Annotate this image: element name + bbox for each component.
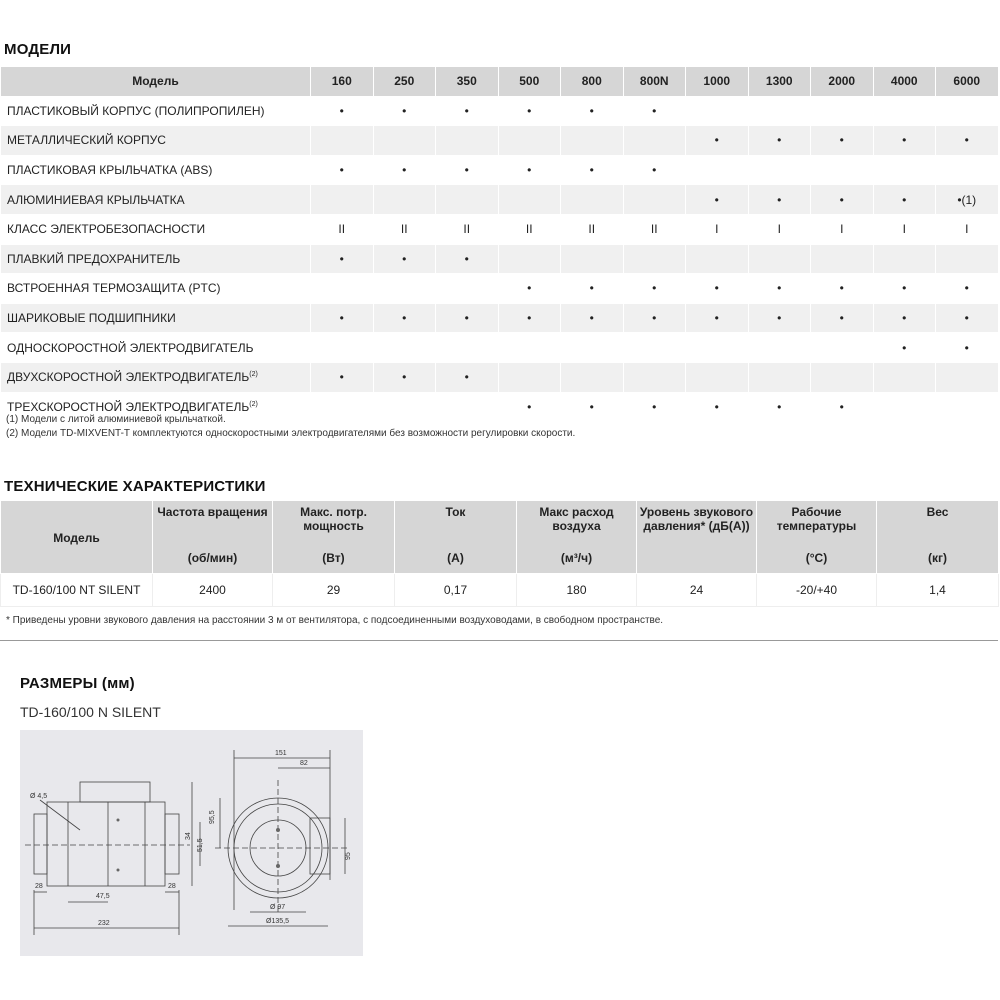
- specs-column-unit: (м³/ч): [560, 551, 593, 565]
- specs-column-header: [757, 501, 877, 574]
- feature-cell: •: [748, 274, 811, 304]
- dim-hole: Ø 4,5: [30, 793, 48, 800]
- feature-label: [1, 303, 311, 333]
- feature-cell: •: [436, 362, 499, 392]
- feature-cell: •: [936, 274, 999, 304]
- feature-label-text: ШАРИКОВЫЕ ПОДШИПНИКИ: [7, 311, 176, 326]
- feature-cell: •: [748, 303, 811, 333]
- dimensions-model: TD-160/100 N SILENT: [20, 704, 161, 720]
- model-column-160: 160: [311, 67, 374, 97]
- feature-label: [1, 155, 311, 185]
- specs-header-row: [1, 501, 999, 574]
- feature-cell: [873, 244, 936, 274]
- feature-label-text: ВСТРОЕННАЯ ТЕРМОЗАЩИТА (PTC): [7, 281, 221, 296]
- feature-row: [1, 303, 999, 333]
- feature-row: [1, 185, 999, 215]
- feature-label: [1, 96, 311, 126]
- dim-151: 151: [275, 750, 287, 757]
- feature-cell: •: [811, 274, 874, 304]
- feature-cell: II: [623, 214, 686, 244]
- feature-cell: [686, 362, 749, 392]
- feature-cell: [436, 392, 499, 422]
- dim-95: 95: [345, 852, 352, 860]
- feature-cell: •: [623, 303, 686, 333]
- feature-cell: •: [561, 274, 624, 304]
- feature-cell: [686, 96, 749, 126]
- feature-cell: •: [373, 96, 436, 126]
- dim-47: 47,5: [96, 893, 110, 900]
- specs-cell: 29: [273, 574, 395, 607]
- feature-cell: [623, 333, 686, 363]
- feature-cell: •: [936, 303, 999, 333]
- model-column-2000: 2000: [811, 67, 874, 97]
- feature-cell: •: [311, 244, 374, 274]
- model-column-800N: 800N: [623, 67, 686, 97]
- feature-cell: •: [561, 155, 624, 185]
- specs-cell: -20/+40: [757, 574, 877, 607]
- feature-cell: •: [498, 274, 561, 304]
- specs-column-unit: (кг): [928, 551, 947, 565]
- feature-cell: [561, 362, 624, 392]
- feature-cell: •: [936, 126, 999, 156]
- section-divider: [0, 640, 998, 641]
- feature-cell: [623, 362, 686, 392]
- feature-cell: I: [873, 214, 936, 244]
- feature-cell: [811, 96, 874, 126]
- feature-cell: [936, 96, 999, 126]
- feature-cell: I: [811, 214, 874, 244]
- specs-cell: 180: [517, 574, 637, 607]
- feature-footnote-ref: (2): [249, 371, 258, 379]
- side-inlet-collar: [34, 814, 47, 874]
- feature-cell: •: [623, 274, 686, 304]
- feature-cell: [686, 333, 749, 363]
- feature-cell: •: [623, 155, 686, 185]
- feature-cell: •: [623, 96, 686, 126]
- specs-column-unit: (Вт): [322, 551, 345, 565]
- feature-cell: [311, 185, 374, 215]
- feature-label: [1, 214, 311, 244]
- feature-label-text: ПЛАСТИКОВЫЙ КОРПУС (ПОЛИПРОПИЛЕН): [7, 103, 265, 118]
- feature-cell: [686, 155, 749, 185]
- models-table: [0, 66, 999, 422]
- specs-column-label: Вес: [926, 505, 949, 519]
- feature-cell: •: [311, 303, 374, 333]
- feature-cell: •: [686, 274, 749, 304]
- specs-column-label: Частота вращения: [157, 505, 268, 519]
- feature-cell: •: [748, 185, 811, 215]
- models-header-row: [1, 67, 999, 97]
- model-column-1300: 1300: [748, 67, 811, 97]
- feature-label-text: ПЛАВКИЙ ПРЕДОХРАНИТЕЛЬ: [7, 251, 181, 266]
- models-title: МОДЕЛИ: [4, 41, 72, 58]
- feature-cell: [561, 333, 624, 363]
- feature-cell: •: [686, 392, 749, 422]
- feature-cell: [311, 333, 374, 363]
- dimensions-title: РАЗМЕРЫ (мм): [20, 675, 135, 692]
- feature-row: [1, 214, 999, 244]
- feature-cell: [873, 362, 936, 392]
- specs-column-header: [637, 501, 757, 574]
- feature-cell: II: [311, 214, 374, 244]
- feature-cell: [873, 96, 936, 126]
- feature-cell: •(1): [936, 185, 999, 215]
- feature-cell: [373, 392, 436, 422]
- specs-column-header: [395, 501, 517, 574]
- feature-cell: •: [873, 303, 936, 333]
- dim-97: Ø 97: [270, 904, 286, 911]
- feature-cell: •: [373, 244, 436, 274]
- feature-row: [1, 126, 999, 156]
- feature-cell: •: [436, 244, 499, 274]
- dim-135: Ø135,5: [266, 918, 289, 925]
- model-column-6000: 6000: [936, 67, 999, 97]
- feature-cell: [498, 244, 561, 274]
- feature-cell: •: [811, 126, 874, 156]
- feature-cell: I: [936, 214, 999, 244]
- feature-cell: •: [561, 392, 624, 422]
- dimension-drawing-svg: [20, 730, 363, 956]
- feature-cell: [561, 185, 624, 215]
- feature-cell: •: [436, 96, 499, 126]
- feature-cell: [311, 274, 374, 304]
- specs-cell: 0,17: [395, 574, 517, 607]
- feature-cell: [498, 362, 561, 392]
- feature-label-text: ДВУХСКОРОСТНОЙ ЭЛЕКТРОДВИГАТЕЛЬ: [7, 370, 250, 385]
- feature-cell: •: [373, 155, 436, 185]
- specs-footnote: * Приведены уровни звукового давления на расстоянии 3 м от вентилятора, с подсоединенными воздуховодами, в свободном пространстве.: [6, 615, 664, 626]
- feature-cell: [936, 392, 999, 422]
- feature-cell: [436, 126, 499, 156]
- terminal-box-outline: [80, 782, 150, 802]
- feature-cell: [623, 185, 686, 215]
- footnote-2: (2) Модели TD-MIXVENT-T комплектуются односкоростными электродвигателями без возможности регулировки скорости.: [6, 428, 576, 439]
- feature-label: [1, 244, 311, 274]
- feature-cell: [498, 333, 561, 363]
- model-header-label: Модель: [1, 67, 311, 97]
- dim-82: 82: [300, 760, 308, 767]
- feature-cell: II: [561, 214, 624, 244]
- feature-cell: [936, 362, 999, 392]
- feature-cell: •: [373, 303, 436, 333]
- dimensions-drawing: [20, 730, 363, 956]
- feature-cell: [623, 126, 686, 156]
- feature-cell: •: [436, 155, 499, 185]
- specs-column-header: [1, 501, 153, 574]
- dim-51: 51,5: [197, 838, 204, 852]
- feature-cell: [623, 244, 686, 274]
- specs-column-label: Уровень звукового давления* (дБ(А)): [639, 505, 754, 533]
- feature-label-text: ТРЕХСКОРОСТНОЙ ЭЛЕКТРОДВИГАТЕЛЬ: [7, 399, 250, 414]
- feature-row: [1, 333, 999, 363]
- feature-cell: •: [561, 96, 624, 126]
- feature-cell: [748, 155, 811, 185]
- feature-cell: [436, 185, 499, 215]
- feature-cell: [873, 155, 936, 185]
- feature-cell: •: [623, 392, 686, 422]
- feature-cell: [811, 362, 874, 392]
- specs-column-label: Модель: [53, 531, 100, 545]
- feature-cell: •: [686, 303, 749, 333]
- specs-cell: TD-160/100 NT SILENT: [1, 574, 153, 607]
- feature-cell: •: [311, 155, 374, 185]
- feature-cell: [936, 244, 999, 274]
- specs-column-header: [273, 501, 395, 574]
- feature-label: [1, 126, 311, 156]
- feature-cell: •: [498, 392, 561, 422]
- specs-column-unit: (об/мин): [187, 551, 238, 565]
- feature-footnote-ref: (2): [249, 400, 258, 408]
- feature-cell: [311, 392, 374, 422]
- feature-cell: II: [498, 214, 561, 244]
- feature-cell: •: [373, 362, 436, 392]
- feature-cell: [686, 244, 749, 274]
- feature-cell: •: [748, 126, 811, 156]
- specs-column-label: Макс. потр. мощность: [300, 505, 367, 533]
- feature-cell: [936, 155, 999, 185]
- model-column-800: 800: [561, 67, 624, 97]
- feature-label-text: КЛАСС ЭЛЕКТРОБЕЗОПАСНОСТИ: [7, 222, 206, 237]
- model-column-4000: 4000: [873, 67, 936, 97]
- feature-label: [1, 274, 311, 304]
- feature-cell: [748, 244, 811, 274]
- feature-cell: [748, 362, 811, 392]
- feature-label-text: МЕТАЛЛИЧЕСКИЙ КОРПУС: [7, 133, 166, 148]
- feature-label-text: ПЛАСТИКОВАЯ КРЫЛЬЧАТКА (ABS): [7, 163, 213, 178]
- specs-column-unit: (°C): [805, 551, 828, 565]
- dim-232: 232: [98, 920, 110, 927]
- side-body-outline: [47, 802, 165, 886]
- feature-cell: [561, 126, 624, 156]
- specs-column-label: Ток: [445, 505, 466, 519]
- feature-cell: [498, 185, 561, 215]
- feature-cell: [436, 333, 499, 363]
- feature-cell: •: [936, 333, 999, 363]
- feature-cell: •: [311, 362, 374, 392]
- footnote-1: (1) Модели с литой алюминиевой крыльчаткой.: [6, 414, 226, 425]
- feature-label-text: АЛЮМИНИЕВАЯ КРЫЛЬЧАТКА: [7, 192, 185, 207]
- feature-row: [1, 274, 999, 304]
- feature-cell: •: [873, 126, 936, 156]
- feature-cell: [311, 126, 374, 156]
- specs-table: [0, 500, 999, 607]
- feature-cell: I: [748, 214, 811, 244]
- model-column-350: 350: [436, 67, 499, 97]
- feature-cell: [561, 244, 624, 274]
- specs-cell: 24: [637, 574, 757, 607]
- model-column-1000: 1000: [686, 67, 749, 97]
- feature-row: [1, 96, 999, 126]
- feature-cell: II: [436, 214, 499, 244]
- side-outlet-collar: [165, 814, 179, 874]
- specs-column-header: [517, 501, 637, 574]
- front-terminal-box: [310, 818, 330, 874]
- feature-cell: [498, 126, 561, 156]
- feature-label-text: ОДНОСКОРОСТНОЙ ЭЛЕКТРОДВИГАТЕЛЬ: [7, 340, 254, 355]
- feature-cell: •: [811, 185, 874, 215]
- feature-cell: [748, 333, 811, 363]
- feature-cell: •: [873, 333, 936, 363]
- feature-cell: •: [873, 185, 936, 215]
- feature-cell: •: [311, 96, 374, 126]
- specs-column-header: [153, 501, 273, 574]
- feature-cell: •: [811, 392, 874, 422]
- feature-cell: [373, 333, 436, 363]
- feature-cell: [373, 126, 436, 156]
- feature-cell: •: [873, 274, 936, 304]
- feature-cell: [373, 274, 436, 304]
- feature-cell: •: [686, 185, 749, 215]
- specs-column-label: Рабочие температуры: [776, 505, 857, 533]
- feature-cell: •: [748, 392, 811, 422]
- model-column-250: 250: [373, 67, 436, 97]
- feature-cell: [373, 185, 436, 215]
- specs-column-header: [877, 501, 999, 574]
- feature-cell: [811, 333, 874, 363]
- feature-cell: [748, 96, 811, 126]
- feature-cell: •: [561, 303, 624, 333]
- feature-cell: [436, 274, 499, 304]
- feature-cell: [811, 244, 874, 274]
- feature-label: [1, 333, 311, 363]
- model-column-500: 500: [498, 67, 561, 97]
- specs-column-unit: (A): [447, 551, 464, 565]
- feature-label: [1, 362, 311, 392]
- feature-cell: •: [498, 303, 561, 333]
- feature-cell: •: [498, 155, 561, 185]
- feature-cell: I: [686, 214, 749, 244]
- dim-95-vertical: 95,5: [209, 810, 216, 824]
- feature-cell: •: [811, 303, 874, 333]
- dim-28-left: 28: [35, 883, 43, 890]
- specs-cell: 2400: [153, 574, 273, 607]
- feature-label: [1, 185, 311, 215]
- specs-title: ТЕХНИЧЕСКИЕ ХАРАКТЕРИСТИКИ: [4, 478, 266, 495]
- feature-row: [1, 244, 999, 274]
- specs-column-label: Макс расход воздуха: [539, 505, 614, 533]
- feature-cell: •: [686, 126, 749, 156]
- feature-cell: II: [373, 214, 436, 244]
- specs-cell: 1,4: [877, 574, 999, 607]
- feature-cell: [811, 155, 874, 185]
- dim-28-right: 28: [168, 883, 176, 890]
- specs-data-row: [1, 574, 999, 607]
- feature-cell: •: [436, 303, 499, 333]
- feature-row: [1, 155, 999, 185]
- feature-cell: [873, 392, 936, 422]
- dim-34: 34: [185, 832, 192, 840]
- feature-cell: •: [498, 96, 561, 126]
- feature-row: [1, 362, 999, 392]
